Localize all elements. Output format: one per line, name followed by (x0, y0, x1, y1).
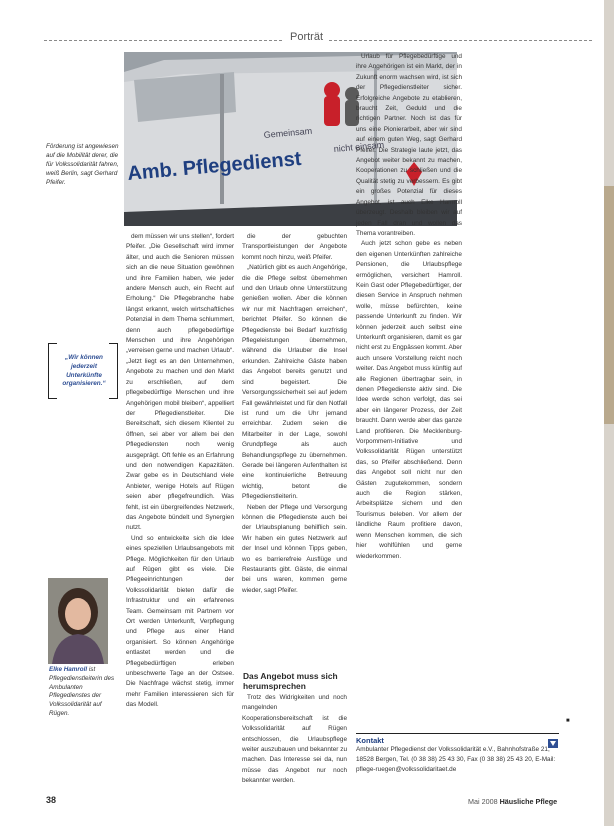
van-sign-gemeinsam: Gemeinsam (263, 125, 313, 140)
paragraph: Neben der Pflege und Versorgung können die Pflegedienste auch bei der Urlaubsplanung behilflich sein. Wir haben ein gutes Netzwerk auf der Insel und können Tipps geben, wo es barrierefreie Ausflüge und Restaurants gibt. Gäste, die einmal bei uns waren, kommen gerne wieder, sagt Pfeifer. (242, 503, 347, 594)
page-number: 38 (46, 795, 57, 805)
paragraph: Und so entwickelte sich die Idee eines speziellen Urlaubsangebots mit Pflege. Möglichkeiten für den Urlaub auf Rügen gibt es viele. Die Pflegeeinrichtungen der Volkssolidarität bieten dafür die Infrastruktur und ein erfahrenes Team. Gemeinsam mit Partnern vor Ort werden Unterkunft, Verpflegung und Pflege aus einer Hand organisiert. So können Angehörige entlastet werden und die Pflegebedürftigen erleben unbeschwerte Tage an der Ostsee. Die Nachfrage wächst stetig, immer mehr Familien interessieren sich für das Modell. (126, 534, 234, 709)
portrait-name: Elke Hamroll (49, 666, 88, 673)
van-sign-einsam: nicht einsam (333, 139, 385, 154)
paragraph: „Natürlich gibt es auch Angehörige, die die Pflege selbst übernehmen und den Urlaub ohne Unterstützung genießen wollen. Aber die können wir nur mit Nachfragen erreichen“, berichtet Pfeifer. So können die Pflegedienste bei Bedarf kurzfristig Pflegeleistungen übernehmen, während die Urlauber die Insel erkunden. Zahlreiche Gäste haben das Angebot bereits genutzt und sind begeistert. Die Versorgungssicherheit sei auf jedem Fall gewährleistet und für den Notfall ist rund um die Uhr jemand erreichbar. Zudem seien die Mitarbeiter in der Lage, sowohl Grundpflege als auch Behandlungspflege zu übernehmen. Gerade bei längeren Aufenthalten ist eine kontinuierliche Betreuung wichtig, betont die Pflegedienstleiterin. (242, 264, 347, 501)
kontakt-rule (356, 733, 559, 734)
portrait-caption (49, 666, 119, 719)
page-edge-tab (604, 186, 614, 424)
photo-caption: Förderung ist angewiesen auf die Mobilität derer, die für Volkssolidarität fahren, weiß Berlin, sagt Gerhard Pfeifer. (46, 143, 119, 186)
pull-quote (48, 343, 118, 399)
paragraph: Auch jetzt schon gebe es neben den eigenen Unterkünften zahlreiche Pensionen, die Urlaubspflege ermöglichen, versichert Hamroll. Kein Gast oder Pflegebedürftiger, der diesen Service in Anspruch nehmen wolle, müsse befürchten, keine passende Unterkunft zu finden. Wir können jederzeit auch selbst eine Unterkunft organisieren, damit es gar nicht erst zu Engpässen kommt. Aber auch unsere Vorstellung reicht noch weiter. Das Angebot muss künftig auf alle Regionen übertragbar sein, in denen Pflegedienste aktiv sind. Die Idee werde schon verfolgt, das sei aber ein längerer Prozess, der Zeit braucht. Dann werde aber das ganze Land profitieren. Die Mecklenburg-Vorpommern-Initiative und Volkssolidarität Rügen unterstützt das, so Pfeifer abschließend. Denn das Angebot soll nicht nur den Gästen zugutekommen, sondern auch die Region stärken, Arbeitsplätze sichern und den Tourismus beleben. Vor allem der ländliche Raum profitiere davon, wenn Menschen kommen, die sich hier wohlfühlen und gerne wiederkommen. (356, 240, 462, 560)
kontakt-heading: Kontakt (356, 736, 384, 745)
paragraph: die der gebuchten Transportleistungen der Angebote kommt noch hinzu, weiß Pfeifer. (242, 233, 347, 261)
triangle-down-icon (548, 735, 558, 744)
article-column-2-continued (242, 693, 347, 797)
subheading: Das Angebot muss sich herumsprechen (243, 671, 338, 691)
issue-date: Mai 2008 (468, 797, 498, 806)
article-column-2 (242, 232, 347, 662)
portrait-photo (48, 578, 108, 664)
portrait-role: ist Pflegedienstleiterin des Ambulanten Pflegedienstes der Volkssolidarität auf Rügen. (49, 666, 115, 717)
kontakt-details: Ambulanter Pflegedienst der Volkssolidarität e.V., Bahnhofstraße 21, 18528 Bergen, Tel. (0 38 38) 25 43 30, Fax (0 38 38) 25 43 20, E-Mail: pflege-ruegen@volkssolidaritaet.de (356, 746, 556, 773)
footer-issue (468, 797, 557, 806)
article-column-1 (126, 232, 234, 796)
van-sign-main: Amb. Pflegedienst (126, 147, 303, 185)
article-column-3 (356, 52, 462, 720)
magazine-title: Häusliche Pflege (499, 797, 558, 806)
paragraph: dem müssen wir uns stellen“, fordert Pfeifer. „Die Gesellschaft wird immer älter, und auch die Senioren müssen sich an die neue Situation gewöhnen und ihre Familien haben, wie jeder andere Mensch auch, ein Recht auf Erholung.“ Die Pflegebranche habe längst erkannt, welch wirtschaftliches Potenzial in dem Thema schlummert, denn auch pflegebedürftige Menschen und ihre Angehörigen „verreisen gerne und machen Urlaub“. „Jetzt liegt es an den Unternehmen, Angebote zu machen und den Markt zu erschließen, auf dem pflegebedürftige Menschen und ihre Angehörigen mobil bleiben“, appelliert der Pflegedienstleiter. Die Bereitschaft, sich diesem Klientel zu öffnen, sei aber vor allem bei den Pflegediensten noch wenig ausgeprägt. Oft fehle es an Erfahrung und den notwendigen Kapazitäten. Zwar gebe es in Deutschland viele Anbieter, wenige Hotels auf Rügen seien aber pflegefreundlich. Was fehlt, ist ein übergreifendes Netzwerk, das Angebote bündelt und Synergien nutzt. (126, 233, 234, 532)
paragraph: Trotz des Widrigkeiten und noch mangelnden Kooperationsbereitschaft ist die Volkssolidarität auf Rügen entschlossen, die Urlaubspflege weiter auszubauen und bekannter zu machen. Das Interesse sei da, nun müsse das Angebot nur noch bekannter werden. (242, 694, 347, 785)
end-mark-icon: ■ (566, 718, 570, 724)
paragraph: Urlaub für Pflegebedürftige und ihre Angehörigen ist ein Markt, der in Zukunft enorm wachsen wird, ist sich der Pflegedienstleiter sicher. Erfolgreiche Angebote zu etablieren, braucht Zeit, Geduld und die richtigen Partner. Noch ist das für uns eine Pionierarbeit, aber wir sind auf einem guten Weg, sagt Gerhard Pfeifer. Die Strategie laute jetzt, das Angebot weiter bekannt zu machen, Kooperationen zu schließen und die Qualität stetig zu verbessern. Es gibt ein großes Potenzial für dieses Angebot, ist auch Elke Hamroll überzeugt. Deshalb bleiben wir auf jeden Fall dran und wollen das Thema vorantreiben. (356, 53, 462, 237)
section-label: Porträt (284, 31, 329, 43)
pull-quote-text: „Wir können jederzeit Unterkünfte organisieren.“ (62, 354, 106, 388)
